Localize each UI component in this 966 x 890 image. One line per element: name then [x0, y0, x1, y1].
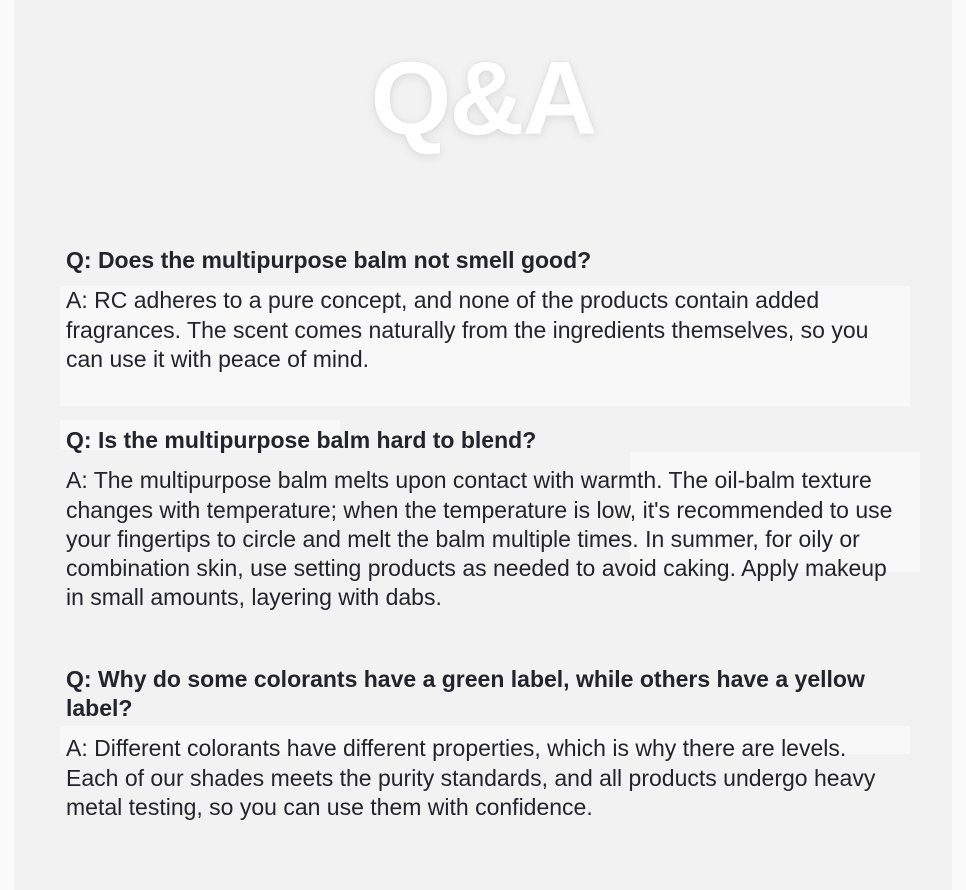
qa-question: Q: Is the multipurpose balm hard to blend?: [66, 427, 537, 454]
qa-answer: A: RC adheres to a pure concept, and none of the products contain added fragrances. The scent comes naturally from the ingredients themselves, so you can use it with peace of mind.: [66, 287, 869, 372]
qa-item: [66, 665, 900, 822]
qa-list: [0, 150, 966, 822]
qa-question: Q: Does the multipurpose balm not smell good?: [66, 247, 592, 273]
hero-banner: [0, 0, 966, 157]
qa-item: [66, 426, 900, 612]
qa-answer: A: The multipurpose balm melts upon contact with warmth. The oil-balm texture changes with temperature; when the temperature is low, it's recommended to use your fingertips to circle and melt the balm multiple times. In summer, for oily or combination skin, use setting products as needed to avoid caking. Apply makeup in small amounts, layering with dabs.: [66, 467, 893, 611]
qa-question: Q: Why do some colorants have a green label, while others have a yellow label?: [66, 665, 865, 721]
qa-answer: A: Different colorants have different properties, which is why there are levels. Each of our shades meets the purity standards, and all products undergo heavy metal testing, so you can use them with confidence.: [66, 735, 876, 820]
page-title: Q&A: [370, 41, 596, 157]
qa-item: [66, 246, 900, 374]
